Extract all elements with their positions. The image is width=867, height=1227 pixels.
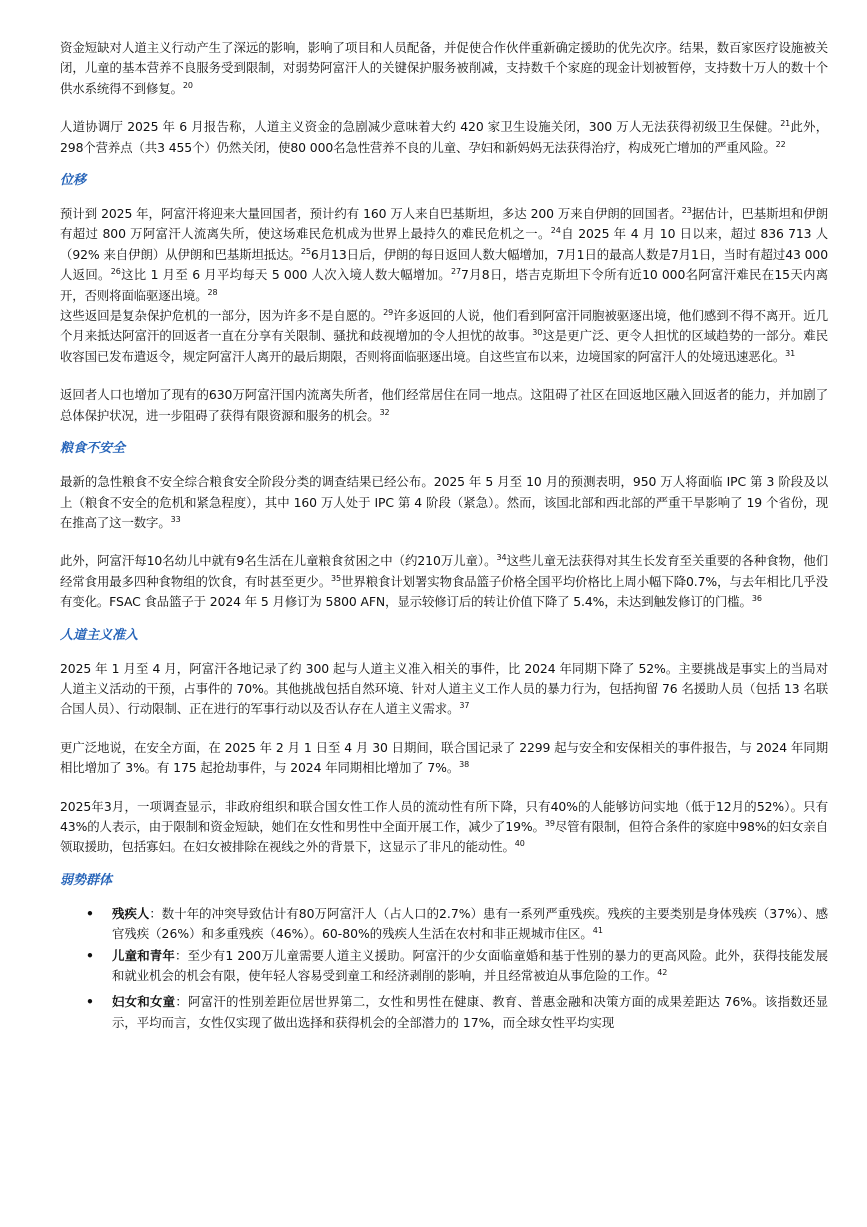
paragraph-security-incidents: 更广泛地说，在安全方面，在 2025 年 2 月 1 日至 4 月 30 日期间，联合国记录了 2299 起与安全和安保相关的事件报告，与 2024 年同期相比增加了 3%。有 175 起抢劫事件，与 2024 年同期相比增加了 7%。$^{38}$ <box>60 739 828 776</box>
footnote-ref[interactable]: 31 <box>785 348 796 358</box>
footnote-ref[interactable]: 32 <box>379 407 390 417</box>
footnote-ref[interactable]: 21 <box>780 119 791 129</box>
bullet-icon: • <box>86 994 94 1010</box>
paragraph-protection-crisis: 这些返回是复杂保护危机的一部分，因为许多不是自愿的。$^{29}$许多返回的人说，他们看到阿富汗同胞被驱逐出境，他们感到不得不离开。近几个月来抵达阿富汗的回返者一直在分享有关限制、骚扰和歧视增加的令人担忧的故事。$^{30}$这是更广泛、更令人担忧的区域趋势的一部分。难民收容国已发布遣返令，规定阿富汗人离开的最后期限，否则将面临驱逐出境。自这些宣布以来，边境国家的阿富汗人的处境迅速恶化。$^{31}$ <box>60 307 829 364</box>
footnote-ref[interactable]: 34 <box>496 553 507 563</box>
footnote-ref[interactable]: 33 <box>170 514 181 524</box>
paragraph-returnees: 预计到 2025 年，阿富汗将迎来大量回国者，预计约有 160 万人来自巴基斯坦，多达 200 万来自伊朗的回国者。$^{23}$据估计，巴基斯坦和伊朗有超过 800 万阿富汗人流离失所，使这场难民危机成为世界上最持久的难民危机之一。$^{24}$自 2025 年 4 月 10 日以来，超过 836 713 人（92% 来自伊朗）从伊朗和巴基斯坦抵达。$^{25}$6月13日后，伊朗的每日返回人数大幅增加，7月1日的最高人数是7月1日，当时有超过43 000人返回。$^{26}$这比 1 月至 6 月平均每天 5 000 人次入境人数大幅增加。$^{27}$7月8日，塔吉克斯坦下令所有近10 000名阿富汗难民在15天内离开，否则将面临驱逐出境。$^{28}$ <box>60 205 829 303</box>
heading-displacement: 位移 <box>60 173 87 189</box>
footnote-ref[interactable]: 39 <box>544 818 555 828</box>
footnote-ref[interactable]: 37 <box>459 701 470 711</box>
bullet-icon: • <box>86 947 94 963</box>
footnote-ref[interactable]: 42 <box>657 967 668 977</box>
list-item: • 残疾人：数十年的冲突导致估计有80万阿富汗人（占人口的2.7%）患有一系列严重残疾。残疾的主要类别是身体残疾（37%）、感官残疾（26%）和多重残疾（46%）。60-80%的残疾人生活在农村和非正规城市住区。$^{41}$ <box>86 905 828 942</box>
paragraph-ipc: 最新的急性粮食不安全综合粮食安全阶段分类的调查结果已经公布。2025 年 5 月至 10 月的预测表明，950 万人将面临 IPC 第 3 阶段及以上（粮食不安全的危机和紧急程度），其中 160 万人处于 IPC 第 4 阶段（紧急）。然而，该国北部和西北部的严重干旱影响了 19 个省份，现在推高了这一数字。$^{33}$ <box>60 474 828 530</box>
footnote-ref[interactable]: 36 <box>751 594 762 603</box>
list-item: • 妇女和女童：阿富汗的性别差距位居世界第二，女性和男性在健康、教育、普惠金融和决策方面的成果差距达 76%。该指数还显示，平均而言，女性仅实现了做出选择和获得机会的全部潜力的 17%，而全球女性平均实现 <box>86 994 828 1030</box>
footnote-ref[interactable]: 26 <box>110 267 121 277</box>
paragraph-female-staff: 2025年3月，一项调查显示，非政府组织和联合国女性工作人员的流动性有所下降，只有40%的人能够访问实地（低于12月的52%）。只有43%的人表示，由于限制和资金短缺，她们在女性和男性中全面开展工作，减少了19%。$^{39}$尽管有限制，但符合条件的家庭中98%的妇女亲自领取援助，包括寡妇。在妇女被排除在视线之外的背景下，这显示了非凡的能动性。$^{40}$ <box>60 798 828 855</box>
footnote-ref[interactable]: 29 <box>383 307 394 317</box>
footnote-ref[interactable]: 38 <box>459 760 470 770</box>
bullet-icon: • <box>86 905 94 921</box>
document-page <box>60 38 828 1034</box>
paragraph-access-incidents: 2025 年 1 月至 4 月，阿富汗各地记录了约 300 起与人道主义准入相关的事件，比 2024 年同期下降了 52%。主要挑战是事实上的当局对人道主义活动的干预，占事件的 70%。其他挑战包括自然环境、针对人道主义工作人员的暴力行为，包括拘留 76 名援助人员（包括 13 名联合国人员）、行动限制、正在进行的军事行动以及否认存在人道主义需求。$^{37}$ <box>60 660 828 717</box>
list-item: • 儿童和青年：至少有1 200万儿童需要人道主义援助。阿富汗的少女面临童婚和基于性别的暴力的更高风险。此外，获得技能发展和就业机会的机会有限，使年轻人容易受到童工和经济剥削的影响，并且经常被迫从事危险的工作。$^{42}$ <box>86 947 829 983</box>
footnote-ref[interactable]: 22 <box>775 139 786 149</box>
paragraph-idps: 返回者人口也增加了现有的630万阿富汗国内流离失所者，他们经常居住在同一地点。这阻碍了社区在回返地区融入回返者的能力，并加剧了总体保护状况，进一步阻碍了获得有限资源和服务的机会。$^{32}$ <box>60 387 828 423</box>
vulnerable-groups-list <box>60 904 828 1033</box>
paragraph-funding-impact: 资金短缺对人道主义行动产生了深远的影响，影响了项目和人员配备，并促使合作伙伴重新确定援助的优先次序。结果，数百家医疗设施被关闭，儿童的基本营养不良服务受到限制，对弱势阿富汗人的关键保护服务被削减，支持数千个家庭的现金计划被暂停，支持数十万人的数十个供水系统得不到修复。$^{20}$ <box>60 40 828 96</box>
footnote-ref[interactable]: 40 <box>514 839 525 849</box>
heading-vulnerable-groups: 弱势群体 <box>60 872 113 888</box>
footnote-ref[interactable]: 35 <box>331 573 342 583</box>
footnote-ref[interactable]: 28 <box>207 287 218 297</box>
paragraph-ocha-report: 人道协调厅 2025 年 6 月报告称，人道主义资金的急剧减少意味着大约 420 家卫生设施关闭，300 万人无法获得初级卫生保健。$^{21}$此外，298个营养点（共3 455个）仍然关闭，使80 000名急性营养不良的儿童、孕妇和新妈妈无法获得治疗，构成死亡增加的严重风险。$^{22}$ <box>60 119 829 155</box>
footnote-ref[interactable]: 24 <box>550 226 561 236</box>
footnote-ref[interactable]: 41 <box>592 926 603 936</box>
footnote-ref[interactable]: 27 <box>450 267 461 277</box>
footnote-ref[interactable]: 23 <box>681 205 692 215</box>
footnote-ref[interactable]: 30 <box>532 328 543 338</box>
footnote-ref[interactable]: 25 <box>300 246 311 256</box>
heading-humanitarian-access: 人道主义准入 <box>60 627 139 643</box>
heading-food-insecurity: 粮食不安全 <box>60 441 126 457</box>
paragraph-child-food-poverty: 此外，阿富汗每10名幼儿中就有9名生活在儿童粮食贫困之中（约210万儿童）。$^{34}$这些儿童无法获得对其生长发育至关重要的各种食物，他们经常食用最多四种食物组的饮食，有时甚至更少。$^{35}$世界粮食计划署实物食品篮子价格全国平均价格比上周小幅下降0.7%，与去年相比几乎没有变化。FSAC 食品篮子于 2024 年 5 月修订为 5800 AFN，显示较修订后的转让价值下降了 5.4%，未达到触发修订的门槛。$^{36}$ <box>60 553 828 610</box>
footnote-ref[interactable]: 20 <box>182 80 193 90</box>
